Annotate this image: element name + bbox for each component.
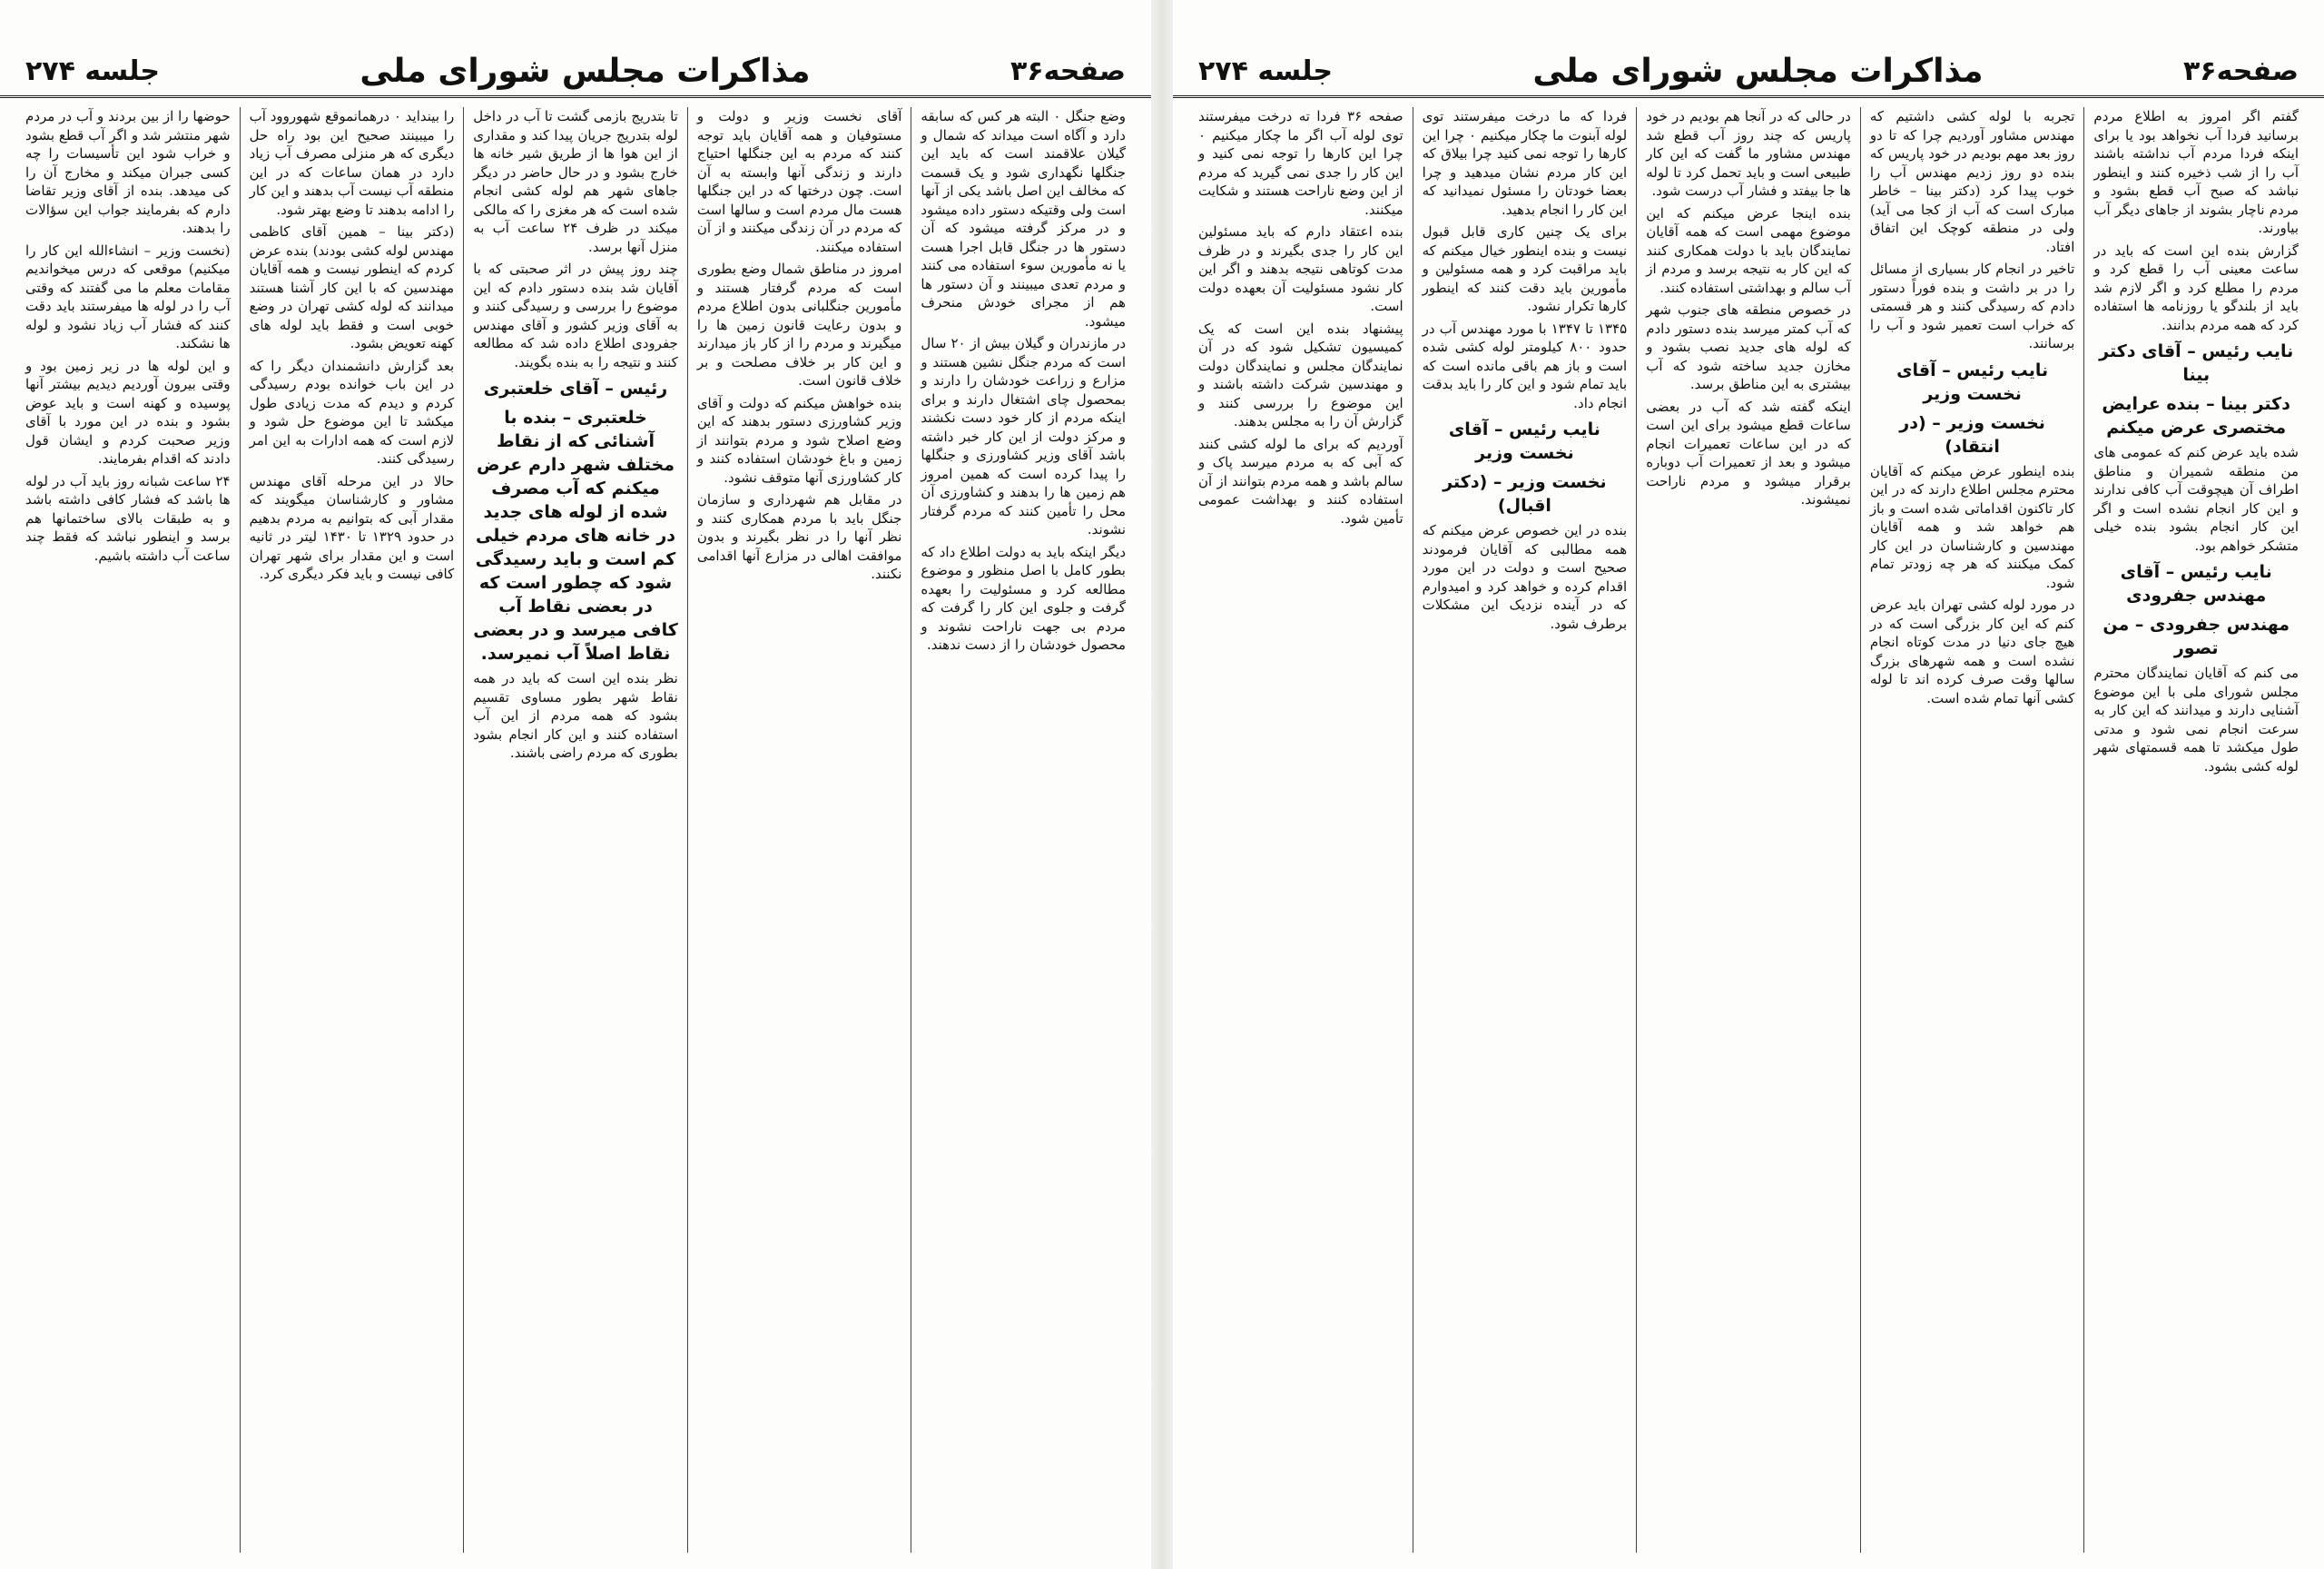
paragraph: آقای نخست وزیر و دولت و مستوفیان و همه آقایان باید توجه کنند که مردم به این جنگلها احتیاج دارند و زندگی آنها وابسته به آن است. چون درختها که در این جنگلها هست مال مردم است و سالها است که مردم در آن زندگی میکنند و از آن استفاده میکنند.: [696, 108, 902, 255]
left-page-header: [0, 47, 1151, 98]
speaker-heading: نایب رئیس – آقای نخست وزیر: [1448, 419, 1600, 463]
text-column: [1413, 107, 1637, 1553]
paragraph: آوردیم که برای ما لوله کشی کنند که آبی که به مردم میرسد پاک و سالم باشد و همه مردم بتوانند از آن استفاده کنند و بهداشت عمومی تأمین شود.: [1198, 435, 1403, 527]
speaker-heading: دکتر بینا – بنده عرایض مختصری عرض میکنم: [2102, 394, 2290, 438]
paragraph: در مورد لوله کشی تهران باید عرض کنم که این کار بزرگی است که در هیچ جای دنیا در مدت کوتاه انجام نشده است و همه شهرهای بزرگ سالها وقت صرف کرده اند تا لوله کشی آنها تمام شده است.: [1869, 597, 2075, 706]
paragraph: در مازندران و گیلان بیش از ۲۰ سال است که مردم جنگل نشین هستند و مزارع و زراعت خودشان را دارند و بمحصول چای اشتغال دارند و برای اینکه مردم از کار خود دست نکشند و مرکز دولت از این کار خبر داشته باشد آقای وزیر کشاورزی و جنگلها را پیدا کرده است که همین امروز هم زمین ها را بدهند و کشاورزی آن محل را تأمین کنند که مردم گرفتار نشوند.: [921, 335, 1126, 538]
paragraph: فردا که ما درخت میفرستند توی لوله آبنوت ما چکار میکنیم ۰ چرا این کارها را توجه نمی کنید چرا بیلاق که این کار مردم نشان میدهید و چرا بعضا خودتان را مسئول نمیدانید که این کار را انجام بدهید.: [1422, 108, 1628, 218]
text-column: [1860, 107, 2084, 1553]
speaker-heading: مهندس جفرودی – من تصور: [2102, 615, 2290, 658]
right-page: [1173, 0, 2324, 1569]
paragraph: بعد گزارش دانشمندان دیگر را که در این باب خوانده بودم رسیدگی کردم و دیدم که مدت زیادی طول میکشد تا این موضوع حل شود و لازم است که همه ادارات به این امر رسیدگی کنند.: [249, 357, 455, 467]
right-page-header: [1173, 47, 2324, 98]
paragraph: می کنم که آقایان نمایندگان محترم مجلس شورای ملی با این موضوع آشنایی دارند و میدانند که این کار به سرعت انجام نمی شود و مدتی طول میکشد تا همه قسمتهای شهر لوله کشی بشود.: [2093, 665, 2299, 775]
paragraph: حوضها را از بین بردند و آب در مردم شهر منتشر شد و اگر آب قطع بشود و خراب شود این تأسیسات را چه کسی جبران میکند و مخارج آن را کی میدهد. بنده از آقای وزیر تقاضا دارم که بفرمایند جواب این سؤالات را بدهند.: [25, 108, 231, 236]
paragraph: امروز در مناطق شمال وضع بطوری است که مردم گرفتار هستند و مأمورین جنگلبانی بدون اطلاع مردم و بدون رعایت قانون زمین ها را میگیرند و مردم را از کار باز میدارند و این کار بر خلاف مصلحت و بر خلاف قانون است.: [696, 261, 902, 389]
paragraph: دیگر اینکه باید به دولت اطلاع داد که بطور کامل با اصل منظور و موضوع مطالعه کرد و مسئولیت را بعهده گرفت و جلوی این کار را گرفت که مردم بی جهت ناراحت نشوند و محصول خودشان را از دست ندهند.: [921, 543, 1126, 653]
paragraph: در حالی که در آنجا هم بودیم در خود پاریس که چند روز آب قطع شد مهندس مشاور ما گفت که این کار طبیعی است و باید تحمل کرد تا لوله ها جا بیفتد و فشار آب درست شود.: [1646, 108, 1851, 199]
speaker-heading: رئیس – آقای خلعتبری: [483, 379, 668, 399]
paragraph: و این لوله ها در زیر زمین بود و وقتی بیرون آوردیم دیدیم بیشتر آنها پوسیده و کهنه است و باید عوض بشود و بنده در این مورد با آقای وزیر صحبت کردم و ایشان قول دادند که اقدام بفرمایند.: [25, 357, 231, 467]
paragraph: پیشنهاد بنده این است که یک کمیسیون تشکیل شود که در آن نمایندگان مجلس و نمایندگان دولت و مهندسین شرکت داشته باشند و این موضوع را بررسی کنند و گزارش آن را به مجلس بدهند.: [1198, 320, 1403, 429]
page-gutter: [1151, 0, 1173, 1569]
paragraph: (نخست وزیر – انشاءالله این کار را میکنیم) موقعی که درس میخواندیم مقامات معلم ما می گفتند که وقتی آب را در لوله ها میفرستند باید دقت کنند که فشار آب زیاد نشود و لوله ها نشکند.: [25, 242, 231, 351]
paragraph: شده باید عرض کنم که عمومی های من منطقه شمیران و مناطق اطراف آن هیچوقت آب کافی ندارند و این کار انجام نشده است و اگر این کار انجام بشود بنده خیلی متشکر خواهم بود.: [2093, 444, 2299, 554]
paragraph: صفحه ۳۶ فردا ته درخت میفرستند توی لوله آب اگر ما چکار میکنیم ۰ چرا این کارها را توجه نمی کنید و این کار را جدی نمی گیرید که مردم از این وضع ناراحت هستند و شکایت میکنند.: [1198, 108, 1403, 218]
paragraph: بنده خواهش میکنم که دولت و آقای وزیر کشاورزی دستور بدهند که این وضع اصلاح شود و مردم بتوانند از زمین و باغ خودشان استفاده کنند و کار کشاورزی آنها متوقف نشود.: [696, 394, 902, 486]
text-column: [911, 107, 1135, 1553]
text-column: [240, 107, 464, 1553]
text-column: [463, 107, 687, 1553]
speaker-heading: نایب رئیس – آقای مهندس جفرودی: [2120, 562, 2272, 606]
paragraph: را بینداید ۰ درهمانموقع شهوروود آب را میبینند صحیح این بود راه حل دیگری که هر منزلی مصرف آب زیاد دارد در همان ساعات که در این منطقه آب نیست آب بدهند و این کار را ادامه بدهند تا وضع بهتر شود.: [249, 108, 455, 218]
paragraph: اینکه گفته شد که آب در بعضی ساعات قطع میشود برای این است که در این ساعات تعمیرات انجام میشود و بعد از تعمیرات آب دوباره برقرار میشود و مردم ناراحت نمیشوند.: [1646, 398, 1851, 508]
right-page-columns: [1189, 107, 2308, 1553]
paragraph: گزارش بنده این است که باید در ساعت معینی آب را قطع کرد و مردم را مطلع کرد و اگر لازم شد باید از بلندگو یا روزنامه ها استفاده کرد که همه مردم بدانند.: [2093, 242, 2299, 333]
text-column: [1189, 107, 1413, 1553]
left-page-session: جلسه ۲۷۴: [25, 55, 160, 87]
paragraph: (دکتر بینا – همین آقای کاظمی مهندس لوله کشی بودند) بنده عرض کردم که اینطور نیست و همه آقایان مهندسین که با این کار آشنا هستند میدانند که لوله کشی تهران در وضع خوبی است و فقط باید لوله های کهنه تعویض بشود.: [249, 223, 455, 351]
speaker-heading: خلعتبری – بنده با آشنائی که از نقاط مختلف شهر دارم عرض میکنم که آب مصرف شده از لوله های جدید در خانه های مردم خیلی کم است و باید رسیدگی شود که چطور است که در بعضی نقاط آب کافی میرسد و در بعضی نقاط اصلاً آب نمیرسد.: [473, 408, 678, 664]
speaker-heading: نخست وزیر – (دکتر اقبال): [1443, 472, 1607, 516]
paragraph: چند روز پیش در اثر صحبتی که با آقایان شد بنده دستور دادم که این موضوع را بررسی و رسیدگی کنند و به آقای وزیر کشور و آقای مهندس جفرودی اطلاع داده شد که مطالعه کنند و نتیجه را به بنده بگویند.: [473, 261, 678, 370]
text-column: [1636, 107, 1860, 1553]
right-page-title: مذاکرات مجلس شورای ملی: [1532, 53, 1984, 90]
paragraph: ۱۳۴۵ تا ۱۳۴۷ با مورد مهندس آب در حدود ۸۰۰ کیلومتر لوله کشی شده است و باز هم باقی مانده است که باید تمام شود و این کار را باید بدقت انجام داد.: [1422, 320, 1628, 411]
paragraph: تاخیر در انجام کار بسیاری از مسائل را در بر داشت و بنده فوراً دستور دادم که رسیدگی کنند و هر قسمتی که خراب است تعمیر شود و آب را برسانند.: [1869, 261, 2075, 351]
right-page-number: صفحه۳۶: [2182, 55, 2299, 87]
text-column: [2083, 107, 2308, 1553]
paragraph: بنده در این خصوص عرض میکنم که همه مطالبی که آقایان فرمودند صحیح است و دولت در این مورد اقدام کرده و خواهد کرد و امیدوارم که در آینده نزدیک این مشکلات برطرف شود.: [1422, 522, 1628, 632]
paragraph: برای یک چنین کاری قابل قبول نیست و بنده اینطور خیال میکنم که باید مراقبت کرد و همه مسئولین و مأمورین باید دقت کنند که اینطور کارها تکرار نشود.: [1422, 223, 1628, 314]
paragraph: بنده اینطور عرض میکنم که آقایان محترم مجلس اطلاع دارند که در این کار تاکنون اقداماتی شده است و باز هم خواهد شد و همه آقایان مهندسین و کارشناسان در این کار کمک میکنند که هر چه زودتر تمام شود.: [1869, 462, 2075, 591]
paragraph: گفتم اگر امروز به اطلاع مردم برسانید فردا آب نخواهد بود یا برای اینکه فردا مردم آب نداشته باشند آب را از شب ذخیره کنند و اینطور نباشد که صبح آب قطع بشود و مردم ناچار بشوند از جاهای دیگر آب بیاورند.: [2093, 108, 2299, 236]
paragraph: نظر بنده این است که باید در همه نقاط شهر بطور مساوی تقسیم بشود که همه مردم از این آب استفاده کنند و این کار انجام بشود بطوری که مردم راضی باشند.: [473, 670, 678, 761]
speaker-heading: نایب رئیس – آقای دکتر بینا: [2099, 341, 2294, 385]
paragraph: تجربه با لوله کشی داشتیم که مهندس مشاور آوردیم چرا که تا دو روز بعد مهم بودیم در خود پاریس که بنده دو روز زدیم مهندس آب را خوب پیدا کرد (دکتر بینا – خاطر مبارک است که آب از کجا می آید) ولی در منطقه کوچک این اتفاق افتاد.: [1869, 108, 2075, 255]
paragraph: بنده اینجا عرض میکنم که این موضوع مهمی است که همه آقایان نمایندگان باید با دولت همکاری کنند که این کار به نتیجه برسد و مردم از آب سالم و بهداشتی استفاده کنند.: [1646, 204, 1851, 296]
text-column: [16, 107, 240, 1553]
right-page-session: جلسه ۲۷۴: [1198, 55, 1333, 87]
paragraph: ۲۴ ساعت شبانه روز باید آب در لوله ها باشد که فشار کافی داشته باشد و به طبقات بالای ساختمانها هم برسد و اینطور نباشد که فقط چند ساعت آب داشته باشیم.: [25, 472, 231, 564]
speaker-heading: نایب رئیس – آقای نخست وزیر: [1896, 360, 2049, 404]
left-page-title: مذاکرات مجلس شورای ملی: [359, 53, 811, 90]
paragraph: وضع جنگل ۰ البته هر کس که سابقه دارد و آگاه است میداند که شمال و گیلان علاقمند است که باید این جنگلها نگهداری شود و یک قسمت که مخالف این اصل باشد یکی از آنها است ولی وقتیکه دستور داده میشود و در مرکز گرفته میشود که آن دستور ها در جنگل قابل اجرا هست یا نه مأمورین سوء استفاده می کنند و مردم تعدی میبینند و آن دستور ها هم از مجرای خودش منحرف میشود.: [921, 108, 1126, 330]
paragraph: بنده اعتقاد دارم که باید مسئولین این کار را جدی بگیرند و در ظرف مدت کوتاهی نتیجه بدهند و اگر این کار نشود مسئولیت آن بعهده دولت است.: [1198, 223, 1403, 314]
paragraph: حالا در این مرحله آقای مهندس مشاور و کارشناسان میگویند که مقدار آبی که بتوانیم به مردم بدهیم در حدود ۱۳۲۹ تا ۱۴۳۰ لیتر در ثانیه است و این مقدار برای شهر تهران کافی نیست و باید فکر دیگری کرد.: [249, 472, 455, 582]
left-page-number: صفحه۳۶: [1009, 55, 1126, 87]
paragraph: تا بتدریج بازمی گشت تا آب در داخل لوله بتدریج جریان پیدا کند و مقداری از این هوا ها از طریق شیر خانه ها خارج بشود و در حال حاضر در دیگر جاهای شهر هم لوله کشی انجام شده است که هر مغزی را که مالکی میکند در ظرف ۲۴ ساعت آب به منزل آنها برسد.: [473, 108, 678, 255]
text-column: [687, 107, 911, 1553]
left-page-columns: [16, 107, 1135, 1553]
speaker-heading: نخست وزیر – (در انتقاد): [1899, 412, 2045, 457]
paragraph: در خصوص منطقه های جنوب شهر که آب کمتر میرسد بنده دستور دادم که لوله های جدید نصب بشود و مخازن جدید ساخته شود که آب بیشتری به این مناطق برسد.: [1646, 301, 1851, 392]
paragraph: در مقابل هم شهرداری و سازمان جنگل باید با مردم همکاری کنند و نظر آنها را در نظر بگیرند و بدون موافقت اهالی در مزارع آنها اقدامی نکنند.: [696, 491, 902, 582]
left-page: [0, 0, 1151, 1569]
